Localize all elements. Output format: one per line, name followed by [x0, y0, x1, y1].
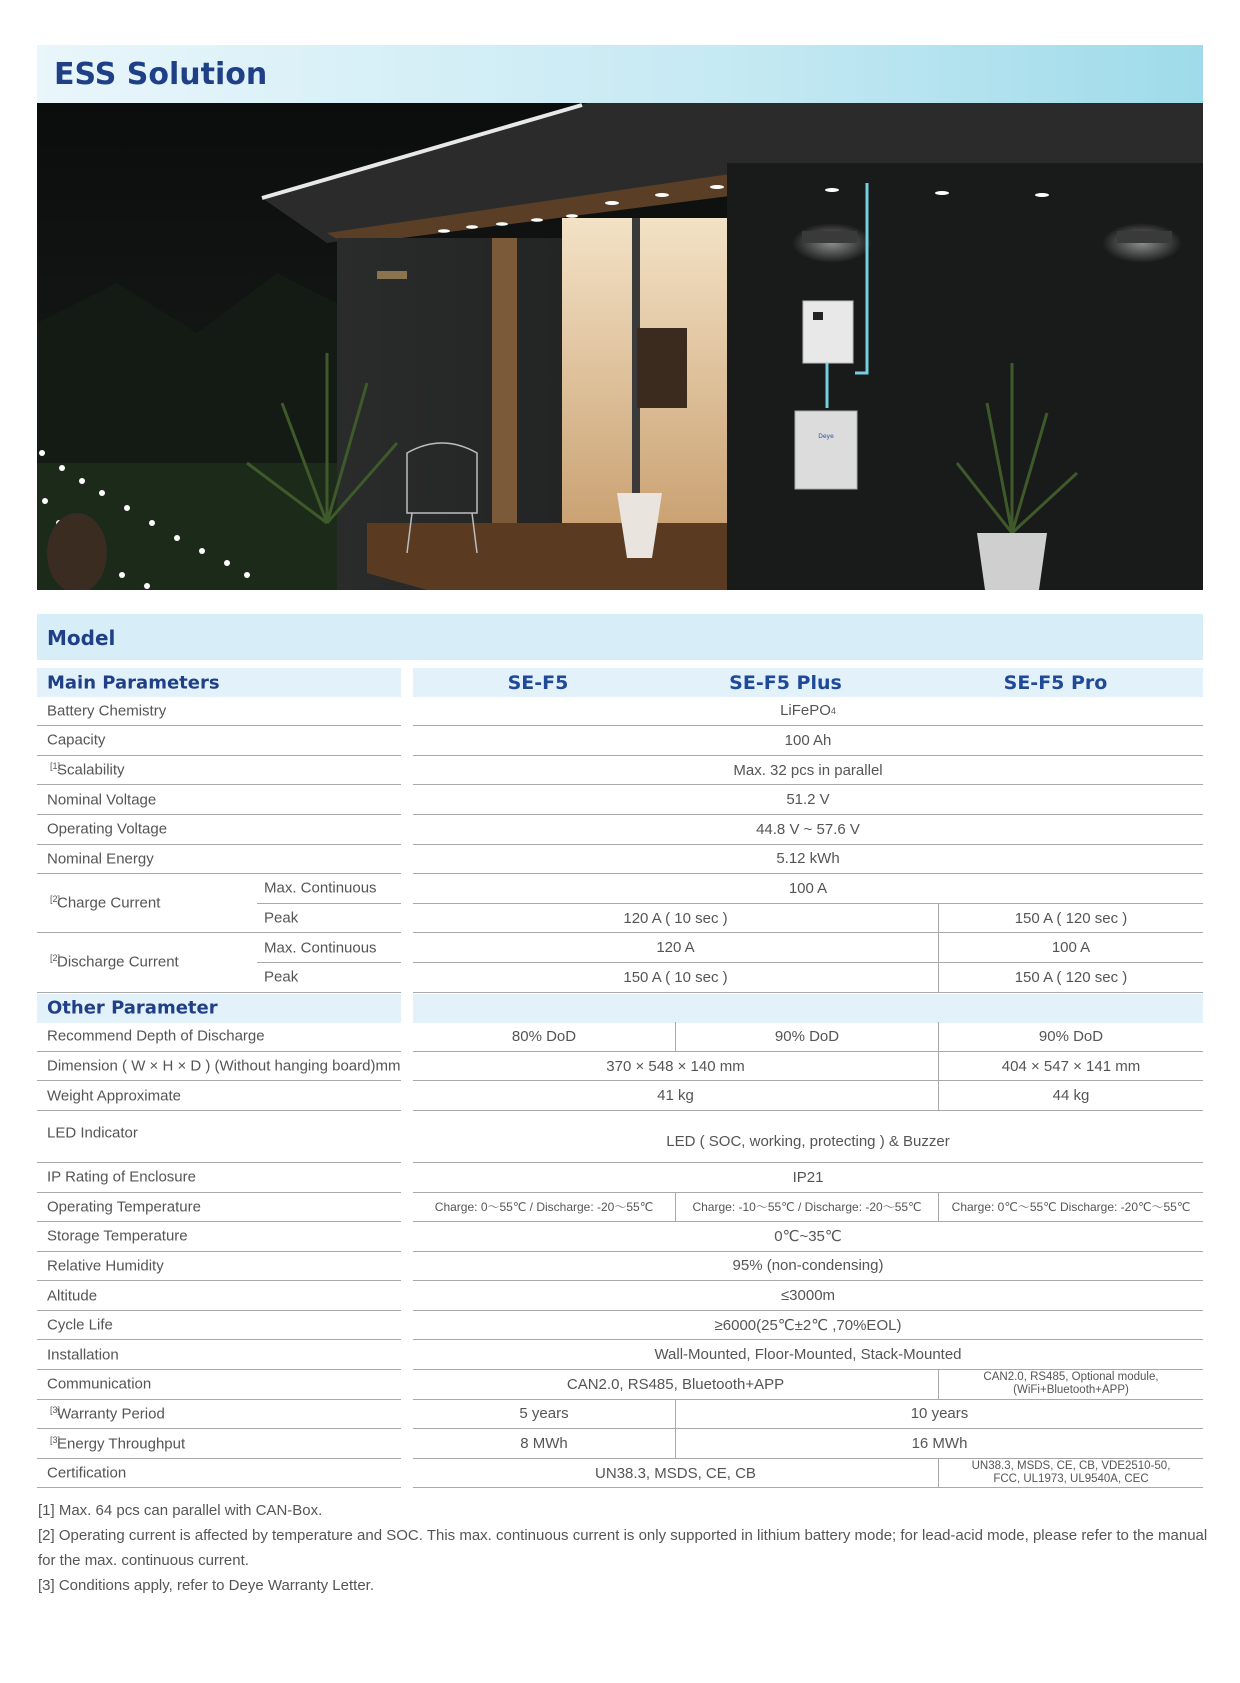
communication-pro-value: CAN2.0, RS485, Optional module, (WiFi+Bluetooth+APP): [938, 1370, 1203, 1399]
row-label: Communication: [47, 1375, 152, 1393]
row-label: Warranty Period [3]: [50, 1404, 165, 1423]
sub-label: Max. Continuous: [264, 879, 377, 897]
nominal-voltage-value: 51.2 V: [786, 791, 830, 809]
capacity-value: 100 Ah: [784, 731, 832, 749]
dod-plus-value: 90% DoD: [675, 1022, 938, 1051]
footnote: [3] Conditions apply, refer to Deye Warranty Letter.: [38, 1577, 374, 1594]
table-row: [37, 1052, 1203, 1082]
row-label: Storage Temperature: [47, 1227, 188, 1245]
dod-pro-value: 90% DoD: [938, 1022, 1203, 1051]
cycle-life-value: ≥6000(25℃±2℃ ,70%EOL): [714, 1317, 902, 1335]
title-banner: [37, 45, 1203, 103]
table-row: [37, 1281, 1203, 1311]
throughput-value: 16 MWh: [675, 1429, 1203, 1458]
installation-value: Wall-Mounted, Floor-Mounted, Stack-Mounted: [654, 1346, 962, 1364]
dimension-pro-value: 404 × 547 × 141 mm: [938, 1052, 1203, 1081]
footnote: [2] Operating current is affected by temperature and SOC. This max. continuous current is only supported in lithium battery mode; for lead-acid mode, please refer to the manual for the max. continuous current.: [38, 1527, 1208, 1569]
row-label: IP Rating of Enclosure: [47, 1168, 196, 1186]
warranty-f5-value: 5 years: [519, 1405, 569, 1423]
model-section-title: Model: [47, 626, 116, 650]
altitude-value: ≤3000m: [780, 1287, 836, 1305]
nominal-energy-value: 5.12 kWh: [776, 850, 840, 868]
table-row: [37, 1081, 1203, 1111]
communication-value: CAN2.0, RS485, Bluetooth+APP: [566, 1375, 785, 1393]
weight-value: 41 kg: [657, 1087, 694, 1105]
house-night-illustration: [37, 103, 1203, 590]
table-row: [37, 1340, 1203, 1370]
table-row: [37, 1022, 1203, 1052]
row-label: Nominal Energy: [47, 850, 154, 868]
row-label: Capacity: [47, 731, 106, 749]
discharge-peak-value: 150 A ( 10 sec ): [623, 968, 728, 986]
page-title: ESS Solution: [54, 57, 268, 92]
discharge-current-group: [37, 933, 1203, 992]
row-label: Installation: [47, 1346, 119, 1364]
table-row: [37, 1429, 1203, 1459]
table-row: [37, 697, 1203, 727]
charge-current-group: [37, 874, 1203, 933]
weight-pro-value: 44 kg: [938, 1081, 1203, 1110]
hero-image: [37, 103, 1203, 590]
hero-logo: Deye: [818, 433, 834, 440]
table-row: [37, 1193, 1203, 1223]
table-row: [37, 1163, 1203, 1193]
op-temp-pro-value: Charge: 0℃～55℃ Discharge: -20℃～55℃: [938, 1193, 1203, 1222]
row-label: Scalability [1]: [50, 761, 125, 779]
certification-pro-value: UN38.3, MSDS, CE, CB, VDE2510-50, FCC, UL1973, UL9540A, CEC: [938, 1459, 1203, 1488]
table-row: [37, 845, 1203, 875]
table-row: [37, 1370, 1203, 1400]
footnote: [1] Max. 64 pcs can parallel with CAN-Box.: [38, 1502, 323, 1519]
sub-label: Peak: [264, 968, 299, 986]
storage-temp-value: 0℃~35℃: [774, 1228, 842, 1246]
table-row: [37, 1311, 1203, 1341]
table-row: [37, 785, 1203, 815]
row-label: Dimension ( W × H × D ) (Without hanging board)mm: [47, 1057, 401, 1075]
main-parameters-header-row: [37, 667, 1203, 697]
humidity-value: 95% (non-condensing): [732, 1257, 884, 1275]
ip-value: IP21: [792, 1168, 824, 1186]
scalability-value: Max. 32 pcs in parallel: [733, 761, 883, 779]
table-row: [37, 1400, 1203, 1430]
dod-f5-value: 80% DoD: [511, 1027, 577, 1045]
warranty-value: 10 years: [675, 1400, 1203, 1429]
table-row: [37, 756, 1203, 786]
table-row: [37, 726, 1203, 756]
throughput-f5-value: 8 MWh: [520, 1435, 568, 1453]
charge-peak-pro-value: 150 A ( 120 sec ): [938, 904, 1203, 933]
spec-table: [37, 667, 1203, 1488]
discharge-max-value: 120 A: [656, 939, 695, 957]
model-section-bar: [37, 614, 1203, 660]
main-parameters-heading: Main Parameters: [47, 672, 220, 693]
operating-voltage-value: 44.8 V ~ 57.6 V: [756, 820, 860, 838]
row-label: Energy Throughput [3]: [50, 1434, 186, 1453]
op-temp-f5-value: Charge: 0～55℃ / Discharge: -20～55℃: [434, 1200, 654, 1215]
row-label: Operating Temperature: [47, 1198, 201, 1216]
row-label: Altitude: [47, 1287, 98, 1305]
charge-peak-value: 120 A ( 10 sec ): [623, 909, 728, 927]
row-label: Battery Chemistry: [47, 702, 167, 720]
footnotes: [38, 1498, 1218, 1598]
discharge-peak-pro-value: 150 A ( 120 sec ): [938, 963, 1203, 992]
battery-chemistry-value: LiFePO 4: [780, 702, 836, 720]
row-label: Weight Approximate: [47, 1087, 181, 1105]
dimension-value: 370 × 548 × 140 mm: [606, 1057, 745, 1075]
table-row: [37, 1111, 1203, 1163]
led-value: LED ( SOC, working, protecting ) & Buzzer: [666, 1132, 950, 1150]
row-label: Charge Current [2]: [50, 894, 161, 912]
discharge-max-pro-value: 100 A: [938, 933, 1203, 962]
row-label: Operating Voltage: [47, 820, 168, 838]
table-row: [37, 1222, 1203, 1252]
table-row: [37, 1459, 1203, 1489]
model-name-se-f5-plus: SE-F5 Plus: [729, 671, 842, 694]
table-row: [37, 815, 1203, 845]
charge-max-value: 100 A: [788, 879, 828, 897]
row-label: Certification: [47, 1464, 127, 1482]
row-label: LED Indicator: [47, 1124, 138, 1142]
other-parameter-heading: Other Parameter: [47, 997, 218, 1019]
model-name-se-f5-pro: SE-F5 Pro: [1003, 671, 1108, 694]
row-label: Nominal Voltage: [47, 791, 157, 809]
row-label: Cycle Life: [47, 1316, 113, 1334]
row-label: Discharge Current [2]: [50, 953, 179, 971]
table-row: [37, 1252, 1203, 1282]
op-temp-plus-value: Charge: -10～55℃ / Discharge: -20～55℃: [675, 1193, 938, 1222]
certification-value: UN38.3, MSDS, CE, CB: [595, 1464, 756, 1482]
sub-label: Max. Continuous: [264, 939, 377, 957]
sub-label: Peak: [264, 909, 299, 927]
row-label: Relative Humidity: [47, 1257, 164, 1275]
row-label: Recommend Depth of Discharge: [47, 1027, 265, 1045]
other-parameter-header-row: [37, 993, 1203, 1023]
model-name-se-f5: SE-F5: [507, 671, 569, 694]
